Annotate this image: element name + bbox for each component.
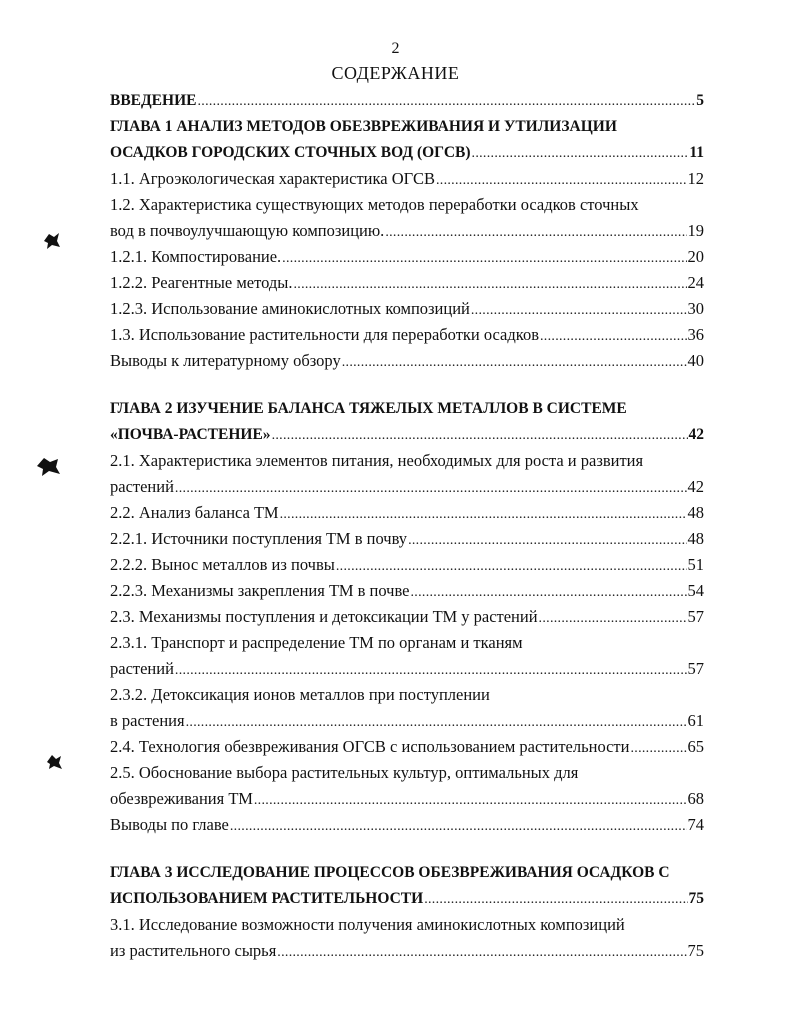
toc-entry-text: в растения — [110, 711, 185, 730]
toc-entry-page: 54 — [687, 581, 704, 600]
toc-entry — [110, 578, 704, 604]
toc-entry — [110, 270, 704, 296]
toc-entry-page: 5 — [696, 92, 704, 109]
toc-entry-page: 20 — [687, 247, 704, 266]
toc-entry — [110, 812, 704, 838]
toc-entry-page: 51 — [687, 555, 704, 574]
toc-entry-page: 12 — [687, 169, 704, 188]
toc-entry — [110, 88, 704, 114]
dot-leader — [282, 244, 686, 272]
toc-entry-page: 48 — [687, 529, 704, 548]
toc-entry — [110, 244, 704, 270]
dot-leader — [230, 812, 687, 840]
scan-blot-2 — [34, 454, 62, 478]
toc-entry-page: 65 — [687, 737, 704, 756]
toc-entry — [110, 786, 704, 812]
toc-entry-text: Выводы по главе — [110, 815, 229, 834]
dot-leader — [471, 296, 687, 324]
toc-entry — [110, 296, 704, 322]
toc-entry — [110, 734, 704, 760]
toc-entry — [110, 474, 704, 500]
toc-entry-text: «ПОЧВА-РАСТЕНИЕ» — [110, 426, 271, 443]
toc-entry — [110, 682, 704, 708]
toc-entry-page: 75 — [688, 890, 704, 907]
dot-leader — [424, 886, 687, 913]
dot-leader — [385, 218, 686, 246]
dot-leader — [186, 708, 687, 736]
toc-entry-page: 48 — [687, 503, 704, 522]
toc-entry — [110, 760, 704, 786]
toc-entry-text: 3.1. Исследование возможности получения аминокислотных композиций — [110, 915, 625, 934]
toc-entry — [110, 396, 704, 422]
scan-blot-1 — [40, 231, 62, 251]
toc-entry-text: 2.2.1. Источники поступления ТМ в почву — [110, 529, 408, 548]
toc-entry-text: 2.3. Механизмы поступления и детоксикации ТМ у растений — [110, 607, 538, 626]
dot-leader — [175, 474, 687, 502]
toc-entry-text: обезвреживания ТМ — [110, 789, 253, 808]
toc-entry — [110, 630, 704, 656]
dot-leader — [539, 604, 687, 632]
toc-entry — [110, 192, 704, 218]
toc-entry-text: 2.2. Анализ баланса ТМ — [110, 503, 279, 522]
toc-entry — [110, 708, 704, 734]
dot-leader — [280, 500, 687, 528]
toc-entry — [110, 422, 704, 448]
toc-entry-page: 30 — [687, 299, 704, 318]
toc-entry — [110, 348, 704, 374]
toc-entry-text: ГЛАВА 1 АНАЛИЗ МЕТОДОВ ОБЕЗВРЕЖИВАНИЯ И УТИЛИЗАЦИИ — [110, 118, 617, 135]
toc-entry-text: 2.3.2. Детоксикация ионов металлов при поступлении — [110, 685, 490, 704]
toc-entry-page: 75 — [687, 941, 704, 960]
toc-entry-text: 1.2.2. Реагентные методы. — [110, 273, 293, 292]
toc-entry-page: 40 — [687, 351, 704, 370]
toc-entry-text: из растительного сырья — [110, 941, 277, 960]
dot-leader — [175, 656, 687, 684]
page-number: 2 — [391, 40, 400, 57]
toc-entry-text: Выводы к литературному обзору — [110, 351, 341, 370]
toc-entry-page: 68 — [687, 789, 704, 808]
toc-entry-text: 2.5. Обоснование выбора растительных культур, оптимальных для — [110, 763, 579, 782]
toc-entry — [110, 166, 704, 192]
toc-entry-page: 61 — [687, 711, 704, 730]
dot-leader — [630, 734, 686, 762]
toc-entry-page: 42 — [688, 426, 704, 443]
toc-entry-page: 24 — [687, 273, 704, 292]
toc-entry-text: ГЛАВА 3 ИССЛЕДОВАНИЕ ПРОЦЕССОВ ОБЕЗВРЕЖИВАНИЯ ОСАДКОВ С — [110, 864, 670, 881]
toc-entry-page: 57 — [687, 607, 704, 626]
toc-entry — [110, 218, 704, 244]
dot-leader — [472, 140, 689, 167]
toc-entry-text: 2.2.2. Вынос металлов из почвы — [110, 555, 335, 574]
toc-entry — [110, 656, 704, 682]
toc-entry-text: ГЛАВА 2 ИЗУЧЕНИЕ БАЛАНСА ТЯЖЕЛЫХ МЕТАЛЛОВ В СИСТЕМЕ — [110, 400, 627, 417]
toc-entry — [110, 552, 704, 578]
toc-entry — [110, 860, 704, 886]
toc-entry-text: 1.1. Агроэкологическая характеристика ОГСВ — [110, 169, 435, 188]
toc-entry — [110, 140, 704, 166]
toc-entry-page: 74 — [687, 815, 704, 834]
toc-entry — [110, 448, 704, 474]
dot-leader — [342, 348, 687, 376]
dot-leader — [411, 578, 687, 606]
toc-entry-text: растений — [110, 477, 174, 496]
dot-leader — [277, 938, 686, 966]
toc-entry-text: 2.3.1. Транспорт и распределение ТМ по органам и тканям — [110, 633, 523, 652]
toc-entry — [110, 114, 704, 140]
toc-entry — [110, 886, 704, 912]
dot-leader — [254, 786, 687, 814]
toc-entry-page: 19 — [687, 221, 704, 240]
toc-entry-text: 2.1. Характеристика элементов питания, необходимых для роста и развития — [110, 451, 644, 470]
toc-title: СОДЕРЖАНИЕ — [331, 63, 460, 83]
dot-leader — [408, 526, 686, 554]
toc-entry — [110, 604, 704, 630]
toc-entry — [110, 322, 704, 348]
toc-entry-text: 1.2. Характеристика существующих методов переработки осадков сточных — [110, 195, 639, 214]
toc-entry-text: 2.2.3. Механизмы закрепления ТМ в почве — [110, 581, 410, 600]
toc-entry-page: 36 — [687, 325, 704, 344]
toc-entry-text: ВВЕДЕНИЕ — [110, 92, 197, 109]
dot-leader — [197, 88, 695, 115]
toc-entry — [110, 526, 704, 552]
dot-leader — [293, 270, 686, 298]
toc-entry — [110, 500, 704, 526]
dot-leader — [436, 166, 687, 194]
toc-entry-text: 1.3. Использование растительности для переработки осадков — [110, 325, 539, 344]
toc-entry — [110, 938, 704, 964]
toc-entry-text: растений — [110, 659, 174, 678]
toc-entry-text: 1.2.1. Компостирование. — [110, 247, 282, 266]
dot-leader — [540, 322, 687, 350]
toc-entry-text: ОСАДКОВ ГОРОДСКИХ СТОЧНЫХ ВОД (ОГСВ) — [110, 144, 471, 161]
scan-blot-3 — [44, 752, 64, 772]
toc-entry — [110, 912, 704, 938]
toc-entry-text: ИСПОЛЬЗОВАНИЕМ РАСТИТЕЛЬНОСТИ — [110, 890, 424, 907]
toc-entry-page: 57 — [687, 659, 704, 678]
dot-leader — [272, 422, 688, 449]
toc-entry-text: 2.4. Технология обезвреживания ОГСВ с использованием растительности — [110, 737, 630, 756]
dot-leader — [336, 552, 687, 580]
toc-entry-page: 11 — [689, 144, 704, 161]
toc-entry-page: 42 — [687, 477, 704, 496]
toc-entry-text: 1.2.3. Использование аминокислотных композиций — [110, 299, 470, 318]
toc-entry-text: вод в почвоулучшающую композицию. — [110, 221, 385, 240]
